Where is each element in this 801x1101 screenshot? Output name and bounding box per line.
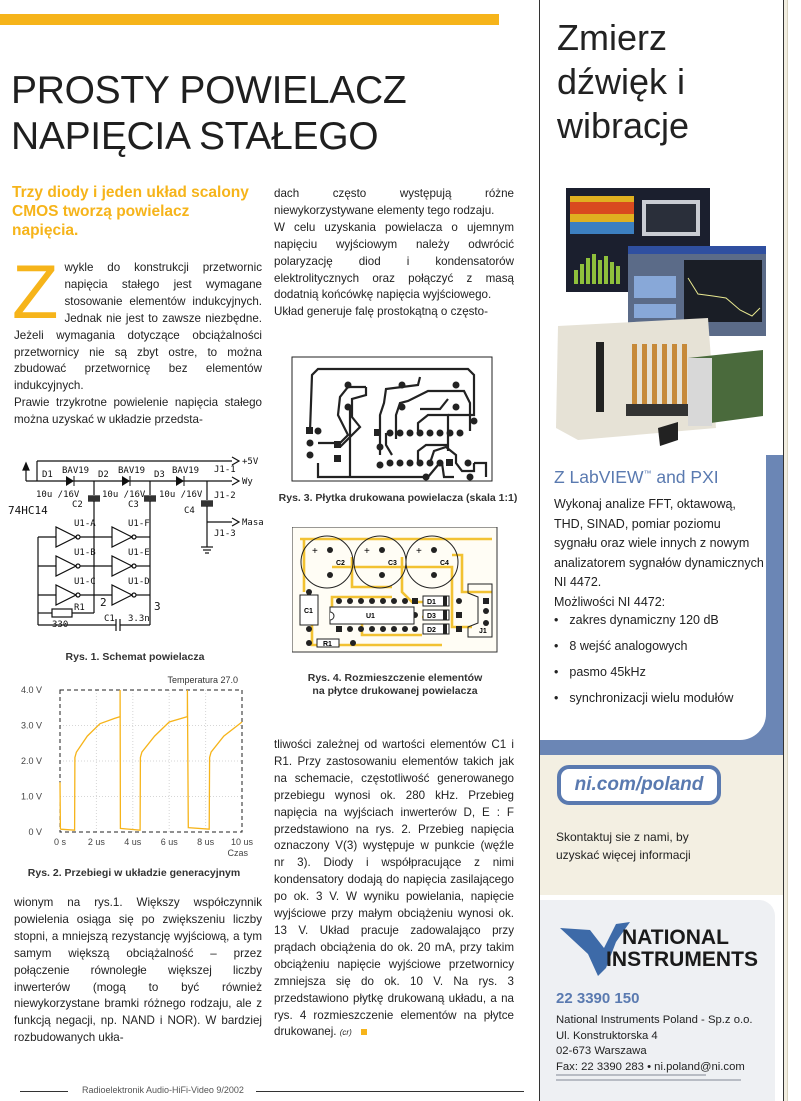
contact-line-2: uzyskać więcej informacji: [556, 848, 691, 862]
y-tick-label: 3.0 V: [20, 720, 42, 731]
layout-label-d2: D2: [427, 627, 436, 634]
chart-title: Temperatura 27.0: [167, 675, 238, 685]
figure-2-chart: [2, 672, 266, 882]
advertisement-ni: [539, 0, 784, 1101]
ad-body: [554, 495, 764, 612]
label-u1e: U1-E: [128, 548, 150, 558]
layout-label-c1: C1: [304, 608, 313, 615]
label-u1c: U1-C: [74, 577, 96, 587]
label-j1-3: J1-3: [214, 529, 236, 539]
x-tick-label: 8 us: [197, 837, 215, 847]
polarity-plus-c2: +: [312, 546, 318, 557]
figure-3-pcb: [278, 355, 518, 505]
layout-label-d1: D1: [427, 599, 436, 606]
address-line: Fax: 22 3390 283 • ni.poland@ni.com: [556, 1060, 745, 1073]
cap-value-c2: 10u /16V: [36, 490, 80, 500]
x-tick-label: 2 us: [87, 837, 105, 847]
layout-label-c3: C3: [388, 560, 397, 567]
label-c4: C4: [184, 506, 195, 516]
label-c3: C3: [128, 500, 139, 510]
ad-subhead-text: Z LabVIEW: [554, 467, 644, 487]
label-u1b: U1-B: [74, 548, 96, 558]
layout-label-u1: U1: [366, 613, 375, 620]
ad-feature-list: [554, 612, 733, 716]
paragraph: wykle do konstrukcji przetwornic napięcia stałego jest wymagane stosowanie elementów indukcyjnych. Jednak nie jest to zawsze niezbędne. Jeżeli wymagania dotyczące obciążalności przetwornicy nie są zbyt ostre, to można zbudować przetwornicę bez elementów indukcyjnych.: [14, 261, 262, 393]
x-tick-label: 4 us: [124, 837, 142, 847]
series-line-v3: [60, 690, 242, 830]
author-signature: (cr): [339, 1028, 352, 1038]
ad-headline-line-2: dźwięk i: [557, 61, 686, 102]
diode-d3-type: BAV19: [172, 466, 200, 476]
page-footer: [20, 1085, 525, 1097]
x-tick-label: 6 us: [160, 837, 178, 847]
label-node-3: 3: [154, 600, 161, 613]
feature-item: • pasmo 45kHz: [554, 664, 733, 690]
ad-subhead: [554, 467, 719, 488]
ni-phone-number: 22 3390 150: [556, 990, 640, 1007]
layout-label-r1: R1: [323, 641, 332, 648]
ad-subhead-rest: and PXI: [651, 467, 719, 487]
layout-label-c2: C2: [336, 560, 345, 567]
paragraph: [274, 737, 514, 1042]
figure-1-caption: Rys. 1. Schemat powielacza: [65, 651, 205, 663]
component-layout: [292, 527, 498, 653]
diode-d1-type: BAV19: [62, 466, 90, 476]
national-instruments-logo: [560, 918, 770, 978]
paragraph: Układ generuje falę prostokątną o często-: [274, 305, 488, 319]
polarity-plus-c3: +: [364, 546, 370, 557]
schematic-diagram: [4, 443, 266, 643]
label-j1-1: J1-1: [214, 465, 236, 475]
article-title: [11, 68, 511, 160]
trademark-mark: ™: [643, 469, 652, 479]
polarity-plus-c4: +: [416, 546, 422, 557]
logo-national: NATIONAL: [622, 926, 729, 949]
ad-contact-text: [556, 828, 691, 864]
waveform-chart: [2, 672, 266, 862]
address-line: 02-673 Warszawa: [556, 1045, 647, 1057]
ni-website-link[interactable]: ni.com/poland: [557, 765, 721, 805]
figure-4-caption-line-1: Rys. 4. Rozmieszczenie elementów: [307, 672, 483, 684]
label-d1: D1: [42, 470, 53, 480]
label-u1d: U1-D: [128, 577, 150, 587]
label-masa: Masa: [242, 518, 264, 528]
layout-label-c4: C4: [440, 560, 449, 567]
paragraph: W celu uzyskania powielacza o ujemnym napięciu wyjściowym należy odwrócić polaryzację diod i kondensatorów elektrolitycznych oraz połączyć z masą dodatnią końcówkę napięcia wyjściowego.: [274, 220, 514, 302]
label-d2: D2: [98, 470, 109, 480]
label-wy: Wy: [242, 477, 253, 487]
label-c1: C1: [104, 614, 115, 624]
address-line: National Instruments Poland - Sp.z o.o.: [556, 1014, 753, 1026]
diode-d2-type: BAV19: [118, 466, 146, 476]
figure-3-caption: Rys. 3. Płytka drukowana powielacza (skala 1:1): [278, 492, 518, 504]
pcb-traces: [278, 355, 518, 485]
article-lead: Trzy diody i jeden układ scalony CMOS tworzą powielacz napięcia.: [12, 184, 249, 239]
ad-capabilities-heading: Możliwości NI 4472:: [554, 594, 666, 609]
title-line-1: PROSTY POWIELACZ: [11, 69, 407, 112]
paragraph: Prawie trzykrotne powielenie napięcia stałego można uzyskać w układzie przedsta-: [14, 396, 262, 427]
end-mark: [361, 1029, 367, 1035]
footer-rule-left: [20, 1091, 68, 1092]
drop-cap: Z: [12, 250, 59, 335]
ad-headline-line-1: Zmierz: [557, 17, 667, 58]
ni-eagle-icon: [560, 918, 770, 978]
label-plus5v: +5V: [242, 457, 259, 467]
label-c1-value: 3.3n: [128, 614, 150, 624]
feature-item: • synchronizacji wielu modułów: [554, 690, 733, 716]
feature-item: • zakres dynamiczny 120 dB: [554, 612, 733, 638]
paragraph: wionym na rys.1. Większy współczynnik powielenia osiąga się po zwiększeniu liczby stopni, a mniejszą rezystancję wyjściową, a tym samym większą obciążalność – przez połączenie równoległe większej liczby inwerterów (mogą to być również niewykorzystane bramki różnego rodzaju, ale z funkcją negacji, np. NAND i NOR). W bardziej rozbudowanych ukła-: [14, 896, 262, 1045]
label-u1f: U1-F: [128, 519, 150, 529]
ad-body-text: Wykonaj analize FFT, oktawową, THD, SINAD, pomiar poziomu sygnału oraz wiele innych z nowym analizatorem sygnałów dynamicznych NI 4472.: [554, 497, 764, 589]
ad-headline: [557, 16, 689, 148]
label-c2: C2: [72, 500, 83, 510]
x-tick-label: 10 us: [230, 837, 254, 847]
label-r1: R1: [74, 603, 85, 613]
x-tick-label: 0 s: [53, 837, 67, 847]
article-column-1-top: [12, 250, 262, 429]
logo-instruments: INSTRUMENTS: [606, 948, 758, 971]
copyright-fine-print: [556, 1074, 756, 1086]
label-r1-value: 330: [52, 620, 69, 630]
title-line-2: NAPIĘCIA STAŁEGO: [11, 115, 379, 158]
footer-publication: Radioelektronik Audio-HiFi-Video 9/2002: [82, 1085, 244, 1095]
product-photo: [548, 178, 773, 448]
label-d3: D3: [154, 470, 165, 480]
layout-label-d3: D3: [427, 613, 436, 620]
label-u1a: U1-A: [74, 519, 96, 529]
ad-headline-line-3: wibracje: [557, 105, 690, 146]
article-column-2-bottom: [274, 737, 514, 1042]
paragraph-text: tliwości zależnej od wartości elementów C1 i R1. Przy zastosowaniu elementów takich jak na schemacie, częstotliwość generowanego przebiegu wynosi ok. 280 kHz. Przebieg napięcia na wyjściach inwerterów D, E : F przedstawiono na rys. 2. Przebieg napięcia oznaczony V(3) występuje w punkcie (węźle nr 3). Diody i współpracujące z nimi kondensatory dodają do napięcia zasilającego po ok. 3 V. W wyniku powielania, napięcie wyjściowe przy małym obciążeniu wynosi ok. 13 V. Układ pracuje zadowalająco przy prądach obciążenia do ok. 20 mA, przy takim obciążeniu napięcie wyjściowe przetwornicy zmniejsza się do ok. 10 V. Na rys. 3 przedstawiono płytkę drukowaną układu, a na rys. 4 rozmieszczenie elementów na płytce drukowanej.: [274, 738, 514, 1039]
cap-value-c3: 10u /16V: [102, 490, 146, 500]
figure-4-layout: [292, 527, 512, 697]
figure-2-caption: Rys. 2. Przebiegi w układzie generacyjnym: [27, 867, 241, 879]
figure-4-caption: [292, 672, 498, 698]
article-column-2-top: [274, 186, 514, 321]
footer-rule-right: [256, 1091, 524, 1092]
address-line: Ul. Konstruktorska 4: [556, 1029, 658, 1042]
label-ic: 74HC14: [8, 504, 48, 517]
article-column-1-bottom: [14, 895, 262, 1047]
y-tick-label: 4.0 V: [20, 685, 42, 695]
label-j1-2: J1-2: [214, 491, 236, 501]
layout-label-j1: J1: [479, 628, 487, 635]
x-axis-label: Czas: [227, 848, 248, 858]
contact-line-1: Skontaktuj sie z nami, by: [556, 830, 689, 844]
y-tick-label: 0 V: [28, 827, 42, 837]
header-accent-bar: [0, 14, 499, 25]
figure-4-caption-line-2: na płytce drukowanej powielacza: [312, 685, 478, 697]
ni-address: [556, 1013, 753, 1075]
cap-value-c4: 10u /16V: [159, 490, 203, 500]
feature-item: • 8 wejść analogowych: [554, 638, 733, 664]
y-tick-label: 1.0 V: [20, 791, 42, 802]
label-node-2: 2: [100, 596, 107, 609]
y-tick-label: 2.0 V: [20, 756, 42, 766]
paragraph: dach często występują różne niewykorzystywane elementy tego rodzaju.: [274, 187, 514, 217]
figure-1-schematic: [4, 443, 266, 663]
